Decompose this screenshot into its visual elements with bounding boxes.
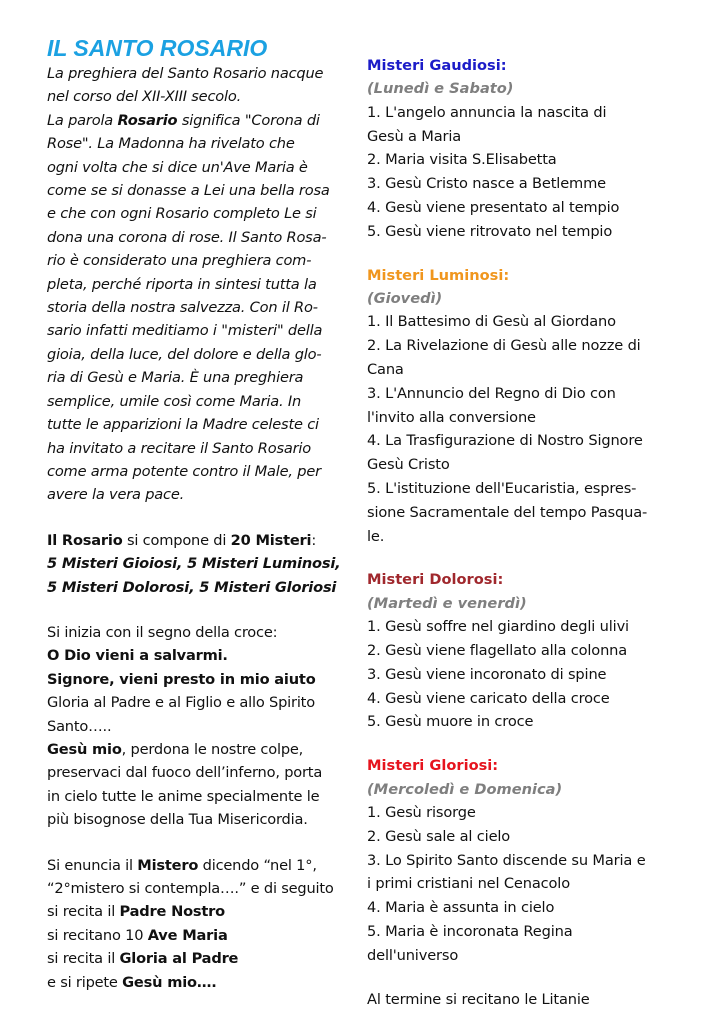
- intro-line: e che con ogni Rosario completo Le si: [47, 205, 317, 223]
- intro-line: come se si donasse a Lei una bella rosa: [47, 182, 330, 200]
- misteri-line: 5. Gesù viene ritrovato nel tempio: [367, 222, 613, 240]
- intro-line: dona una corona di rose. Il Santo Rosa-: [47, 228, 327, 246]
- compone-line: [47, 529, 365, 552]
- intro-line: sario infatti meditiamo i "misteri" della: [47, 322, 323, 340]
- misteri-line: 5. Gesù muore in croce: [367, 713, 534, 731]
- misteri-line: 4. Gesù viene caricato della croce: [367, 689, 610, 707]
- misteri-section-gloriosi: [367, 754, 712, 967]
- misteri-line: 3. Gesù Cristo nasce a Betlemme: [367, 175, 607, 193]
- intro-line: La preghiera del Santo Rosario nacque: [47, 65, 324, 82]
- misteri-line: 3. L'Annuncio del Regno di Dio con: [367, 384, 616, 402]
- inizio-line: Santo…..: [47, 717, 112, 735]
- inizio-line: preservaci dal fuoco dell’inferno, porta: [47, 764, 323, 782]
- intro-line: ria di Gesù e Maria. È una preghiera: [47, 369, 304, 387]
- misteri-line: 1. L'angelo annuncia la nascita di: [367, 103, 607, 121]
- bold-text: Il Rosario: [47, 531, 123, 549]
- intro-line: rio è considerato una preghiera com-: [47, 252, 312, 270]
- misteri-line: le.: [367, 527, 385, 545]
- intro-line: ha invitato a recitare il Santo Rosario: [47, 439, 311, 457]
- misteri-line: 2. Gesù viene flagellato alla colonna: [367, 641, 628, 659]
- intro-line: come arma potente contro il Male, per: [47, 462, 321, 480]
- bold-text: Padre Nostro: [119, 903, 225, 921]
- misteri-line: Gesù a Maria: [367, 127, 462, 145]
- enuncia-line: [47, 947, 365, 970]
- right-column: [367, 54, 712, 1011]
- misteri-heading: Misteri Dolorosi:: [367, 571, 504, 589]
- inizio-line: [47, 738, 365, 761]
- misteri-section-gaudiosi: [367, 54, 712, 244]
- intro-line: ogni volta che si dice un'Ave Maria è: [47, 158, 308, 176]
- text: si compone di: [122, 531, 231, 549]
- enuncia-line: [47, 854, 365, 877]
- inizio-line: Gloria al Padre e al Figlio e allo Spirito: [47, 694, 315, 712]
- enuncia-line: [47, 971, 365, 994]
- misteri-heading: Misteri Gaudiosi:: [367, 57, 507, 74]
- bold-text: Gloria al Padre: [119, 950, 239, 968]
- text: dicendo “nel 1°,: [198, 856, 317, 874]
- misteri-line: 1. Gesù risorge: [367, 803, 476, 821]
- spacer: [47, 599, 365, 621]
- inizio-line: Signore, vieni presto in mio aiuto: [47, 670, 316, 688]
- text: :: [311, 531, 317, 549]
- intro-line: gioia, della luce, del dolore e della glo-: [47, 345, 322, 363]
- misteri-days: (Lunedì e Sabato): [367, 80, 514, 98]
- misteri-line: 4. Maria è assunta in cielo: [367, 899, 555, 917]
- inizio-line: in cielo tutte le anime specialmente le: [47, 787, 320, 805]
- inizio-line: più bisognose della Tua Misericordia.: [47, 811, 308, 829]
- misteri-days: (Giovedì): [367, 290, 443, 307]
- enuncia-line: [47, 924, 365, 947]
- misteri-line: 3. Gesù viene incoronato di spine: [367, 665, 607, 683]
- intro-paragraph: [47, 62, 365, 507]
- intro-line: pleta, perché riporta in sintesi tutta la: [47, 275, 317, 293]
- intro-line: [47, 109, 365, 132]
- misteri-line: Gesù Cristo: [367, 456, 450, 474]
- misteri-line: 4. Gesù viene presentato al tempio: [367, 199, 620, 216]
- misteri-section-dolorosi: [367, 568, 712, 734]
- bold-text: Gesù mio: [47, 740, 122, 758]
- misteri-line: 3. Lo Spirito Santo discende su Maria e: [367, 851, 646, 869]
- intro-line: semplice, umile così come Maria. In: [47, 392, 302, 410]
- intro-line: tutte le apparizioni la Madre celeste ci: [47, 416, 319, 434]
- misteri-line: sione Sacramentale del tempo Pasqua-: [367, 503, 648, 521]
- text: si recita il: [47, 950, 120, 968]
- enuncia-line: [47, 900, 365, 923]
- inizio-paragraph: [47, 621, 365, 832]
- spacer: [47, 507, 365, 529]
- text: significa "Corona di: [177, 111, 320, 129]
- misteri-line: dell'universo: [367, 946, 459, 964]
- misteri-line: 2. Maria visita S.Elisabetta: [367, 151, 557, 169]
- misteri-line: 4. La Trasfigurazione di Nostro Signore: [367, 432, 643, 450]
- inizio-line: Si inizia con il segno della croce:: [47, 623, 278, 641]
- text: e si ripete: [47, 973, 123, 991]
- left-column: [47, 34, 365, 994]
- page-title: IL SANTO ROSARIO: [47, 35, 268, 61]
- text: si recitano 10: [47, 926, 148, 944]
- misteri-days: (Mercoledì e Domenica): [367, 780, 563, 798]
- inizio-line: O Dio vieni a salvarmi.: [47, 647, 228, 665]
- misteri-line: 1. Gesù soffre nel giardino degli ulivi: [367, 618, 629, 636]
- misteri-line: 2. La Rivelazione di Gesù alle nozze di: [367, 337, 641, 355]
- misteri-line: 2. Gesù sale al cielo: [367, 827, 511, 845]
- misteri-line: i primi cristiani nel Cenacolo: [367, 875, 570, 893]
- text: , perdona le nostre colpe,: [121, 740, 304, 758]
- misteri-line: 5. L'istituzione dell'Eucaristia, espres-: [367, 479, 637, 497]
- spacer: [47, 832, 365, 854]
- bold-text: Gesù mio….: [122, 973, 217, 991]
- intro-line: storia della nostra salvezza. Con il Ro-: [47, 299, 318, 317]
- closing-text: Al termine si recitano le Litanie: [367, 990, 590, 1008]
- misteri-line: 5. Maria è incoronata Regina: [367, 922, 573, 940]
- bold-text: Mistero: [137, 856, 199, 874]
- intro-line: nel corso del XII-XIII secolo.: [47, 88, 242, 106]
- text: La parola: [47, 111, 118, 129]
- intro-line: avere la vera pace.: [47, 486, 185, 504]
- misteri-heading: Misteri Luminosi:: [367, 266, 510, 284]
- compone-paragraph: [47, 529, 365, 599]
- bold-text: Rosario: [117, 111, 178, 129]
- compone-line: 5 Misteri Dolorosi, 5 Misteri Gloriosi: [47, 578, 337, 596]
- compone-line: 5 Misteri Gioiosi, 5 Misteri Luminosi,: [47, 555, 341, 573]
- text: si recita il: [47, 903, 120, 921]
- misteri-line: l'invito alla conversione: [367, 408, 536, 426]
- misteri-heading: Misteri Gloriosi:: [367, 757, 499, 775]
- bold-text: 20 Misteri: [230, 531, 312, 549]
- text: Si enuncia il: [47, 856, 138, 874]
- intro-line: Rose". La Madonna ha rivelato che: [47, 135, 295, 153]
- misteri-line: 1. Il Battesimo di Gesù al Giordano: [367, 313, 616, 331]
- misteri-section-luminosi: [367, 264, 712, 549]
- misteri-list: [367, 54, 712, 968]
- enuncia-paragraph: [47, 854, 365, 994]
- misteri-days: (Martedì e venerdì): [367, 594, 527, 612]
- misteri-line: Cana: [367, 361, 404, 378]
- bold-text: Ave Maria: [147, 926, 228, 944]
- enuncia-line: “2°mistero si contempla….” e di seguito: [47, 880, 334, 897]
